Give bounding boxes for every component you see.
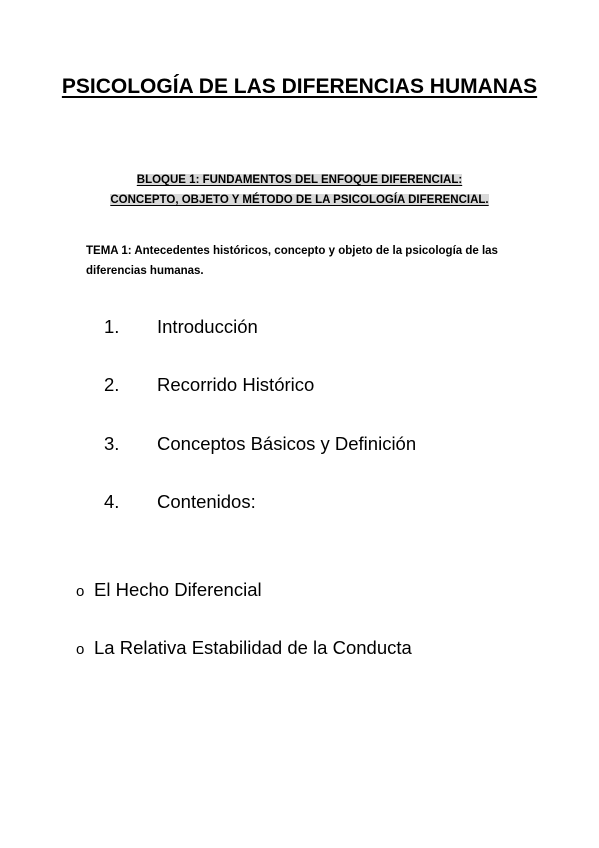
list-item-number: 3. — [104, 433, 120, 454]
list-item-label: Introducción — [157, 316, 258, 337]
sub-list-item-label: El Hecho Diferencial — [94, 579, 262, 600]
bloque-heading — [40, 170, 559, 210]
circle-bullet-icon: o — [76, 583, 85, 600]
list-item-number: 4. — [104, 491, 120, 512]
circle-bullet-icon: o — [76, 641, 85, 658]
sub-list-item — [76, 578, 556, 604]
bloque-heading-line1: BLOQUE 1: FUNDAMENTOS DEL ENFOQUE DIFERENCIAL: — [136, 174, 463, 186]
sub-list-item-label: La Relativa Estabilidad de la Conducta — [94, 637, 412, 658]
tema-heading: TEMA 1: Antecedentes históricos, concepto y objeto de la psicología de las diferencias humanas. — [86, 245, 498, 277]
bloque-heading-line2: CONCEPTO, OBJETO Y MÉTODO DE LA PSICOLOGÍA DIFERENCIAL. — [110, 194, 489, 206]
list-item-number: 1. — [104, 316, 120, 337]
list-item-number: 2. — [104, 374, 120, 395]
list-item-label: Contenidos: — [157, 491, 256, 512]
list-item-label: Recorrido Histórico — [157, 374, 315, 395]
list-item-label: Conceptos Básicos y Definición — [157, 433, 417, 454]
sub-list-item — [76, 636, 556, 662]
document-title: PSICOLOGÍA DE LAS DIFERENCIAS HUMANAS — [61, 75, 538, 98]
